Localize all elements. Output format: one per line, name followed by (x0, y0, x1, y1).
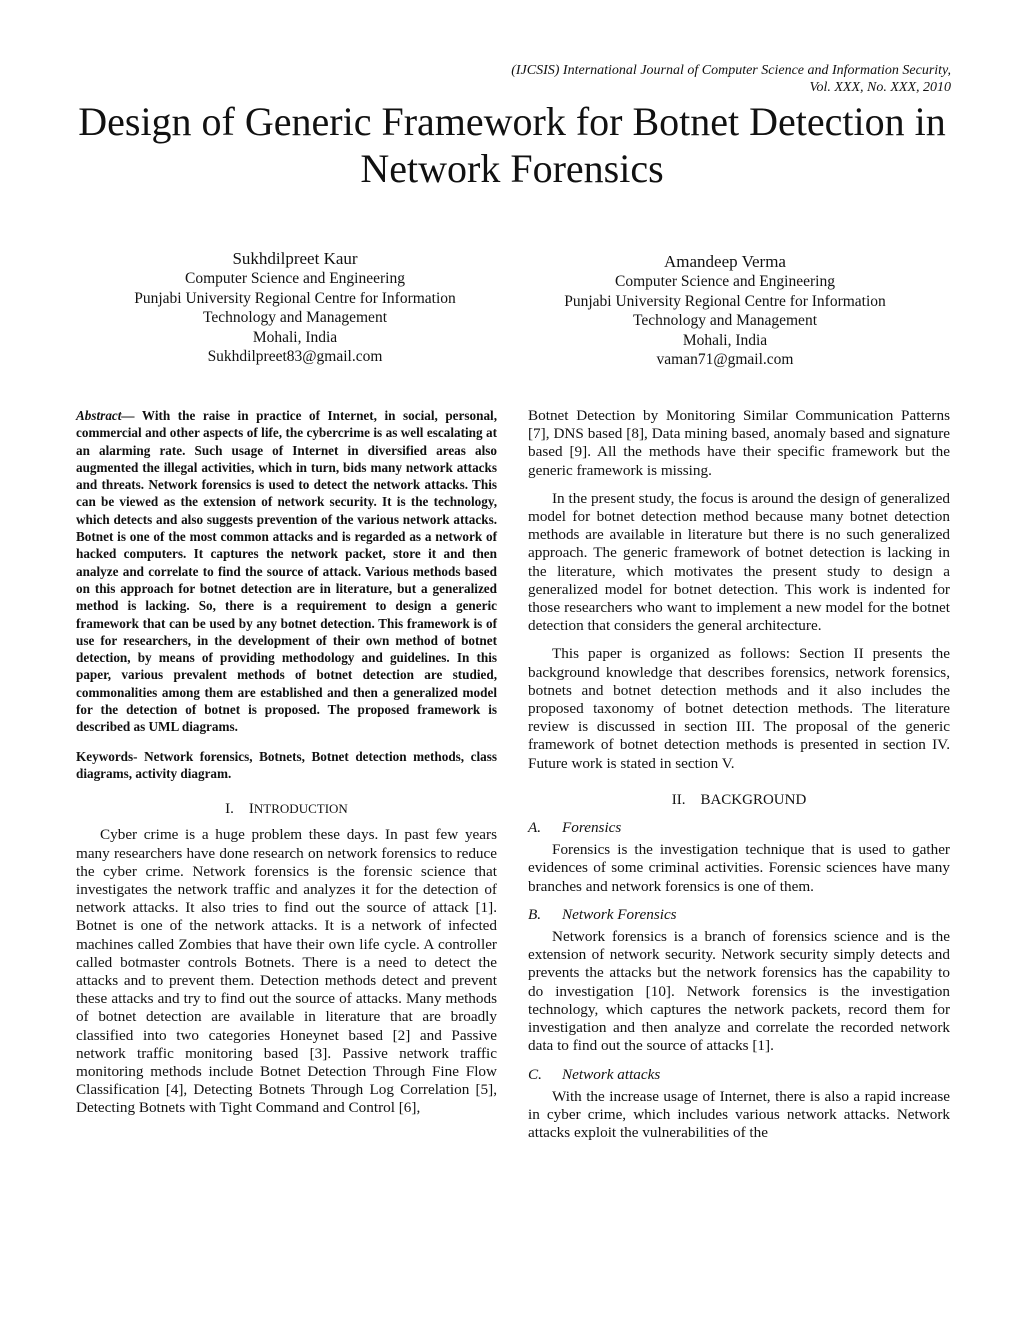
abstract (76, 407, 497, 736)
paragraph-present-study: In the present study, the focus is around the design of generalized model for botnet detection method because many botnet detection methods are available in literature but there is no such generalized approach. The generic framework of botnet detection is lacking in the literature, which motivates the present study to design a generalized model for botnet detection. This work is indented for those researchers who want to implement a new model for the botnet detection that considers the general architecture. (528, 489, 950, 635)
journal-line-2: Vol. XXX, No. XXX, 2010 (809, 80, 951, 95)
author-department: Computer Science and Engineering (185, 270, 405, 287)
author-email: Sukhdilpreet83@gmail.com (207, 348, 383, 365)
author-block-2 (500, 251, 950, 370)
paragraph-forensics: Forensics is the investigation technique that is used to gather evidences of some criminal activities. Forensic sciences have many branches and network forensics is one of them. (528, 841, 950, 895)
author-city: Mohali, India (252, 328, 338, 346)
subsection-label: B. (528, 905, 542, 923)
abstract-lead: Abstract— (76, 408, 135, 423)
subsection-heading-network-attacks (528, 1066, 950, 1084)
author-department: Computer Science and Engineering (615, 273, 835, 290)
subsection-label: A. (528, 819, 542, 837)
subsection-label: C. (528, 1065, 542, 1083)
section-title-initial: I (248, 801, 254, 818)
paper-title (40, 98, 984, 192)
subsection-title: Network attacks (562, 1065, 661, 1083)
paragraph-organization: This paper is organized as follows: Section II presents the background knowledge that describes forensics, network forensics, botnets and botnet detection methods and it also includes the proposed taxonomy of botnet detection methods. The literature review is discussed in section III. The proposal of the generic framework of botnet detection methods is presented in section IV. Future work is stated in section V. (528, 645, 950, 772)
author-email: vaman71@gmail.com (656, 351, 794, 368)
left-column (76, 407, 497, 1118)
intro-paragraph: Cyber crime is a huge problem these days. In past few years many researchers have done research on network forensics to reduce the cyber crime. Network forensics is the forensic science that investigates the network traffic and analyzes it for the detection of network attacks. It also tries to find out the source of attack [1]. Botnet is one of the network attacks. It is a network of infected machines called Zombies that have their own life cycle. A controller called botmaster controls Botnets. There is a need to detect the attacks and to prevent them. Detection methods detect and prevent these attacks and try to find out the source of attacks. Many methods of botnet detection are available in literature that are broadly classified into two categories Honeynet based [2] and Passive network traffic monitoring based [3]. Passive network traffic monitoring methods include Botnet Detection Through Fine Flow Classification [4], Detecting Botnets Through Log Correlation [5], Detecting Botnets with Tight Command and Control [6], (76, 826, 497, 1117)
keywords: Keywords- Network forensics, Botnets, Botnet detection methods, class diagrams, activity diagram. (76, 748, 497, 781)
section-number: I. (225, 801, 234, 818)
paragraph-network-attacks: With the increase usage of Internet, there is also a rapid increase in cyber crime, which includes various network attacks. Network attacks exploit the vulnerabilities of the (528, 1087, 950, 1142)
author-institution-line-1: Punjabi University Regional Centre for Information (564, 292, 886, 310)
right-column (528, 407, 950, 1142)
journal-header (511, 62, 951, 96)
section-number: II. (671, 791, 686, 808)
section-heading-introduction (76, 800, 497, 818)
author-name: Sukhdilpreet Kaur (232, 249, 358, 268)
abstract-body: With the raise in practice of Internet, in social, personal, commercial and other aspects of life, the cybercrime is as well escalating at an alarming rate. Such usage of Internet in diversified areas also augmented the illegal activities, which in turn, bids many network attacks and threats. Network forensics is used to detect the network attacks. This can be viewed as the extension of network security. It is the technology, which detects and also suggests prevention of the various network attacks. Botnet is one of the most common attacks and is regarded as a network of hacked computers. It captures the network packet, store it and then analyze and correlate to find the source of attack. Various methods based on this approach for botnet detection are in literature, but a generalized method is lacking. So, there is a requirement to design a generic framework that can be used by any botnet detection. This framework is of use for researchers, in the development of their own method of botnet detection, by means of providing methodology and guidelines. In this paper, various prevalent methods of botnet detection are studied, commonalities among them are established and then a generalized model for the detection of botnet is proposed. The proposed framework is described as UML diagrams. (76, 408, 497, 735)
author-institution-line-2: Technology and Management (203, 309, 387, 326)
author-name: Amandeep Verma (664, 252, 786, 271)
author-institution-line-1: Punjabi University Regional Centre for Information (134, 289, 456, 307)
author-block-1 (70, 248, 520, 367)
title-line-2: Network Forensics (360, 146, 664, 191)
subsection-heading-forensics (528, 819, 950, 837)
subsection-title: Forensics (562, 819, 622, 837)
subsection-heading-network-forensics (528, 906, 950, 924)
paragraph-continued: Botnet Detection by Monitoring Similar Communication Patterns [7], DNS based [8], Data mining based, anomaly based and signature based [9]. All the methods have their specific framework but the generic framework is missing. (528, 407, 950, 479)
section-title-rest: NTRODUCTION (253, 801, 348, 817)
journal-line-1: (IJCSIS) International Journal of Computer Science and Information Security, (511, 63, 951, 78)
author-institution-line-2: Technology and Management (633, 312, 817, 329)
subsection-title: Network Forensics (562, 905, 677, 923)
author-city: Mohali, India (682, 331, 768, 349)
section-heading-background (528, 791, 950, 809)
paragraph-network-forensics: Network forensics is a branch of forensics science and is the extension of network security. Network security simply detects and prevents the attacks but the network forensics has the capability to do investigation [10]. Network forensics is the investigation technology, which captures the network packets, record them for investigation and then analyze and correlate the recorded network data to find out the source of attacks [1]. (528, 928, 950, 1055)
title-line-1: Design of Generic Framework for Botnet Detection in (78, 99, 946, 144)
section-title: BACKGROUND (700, 791, 807, 808)
